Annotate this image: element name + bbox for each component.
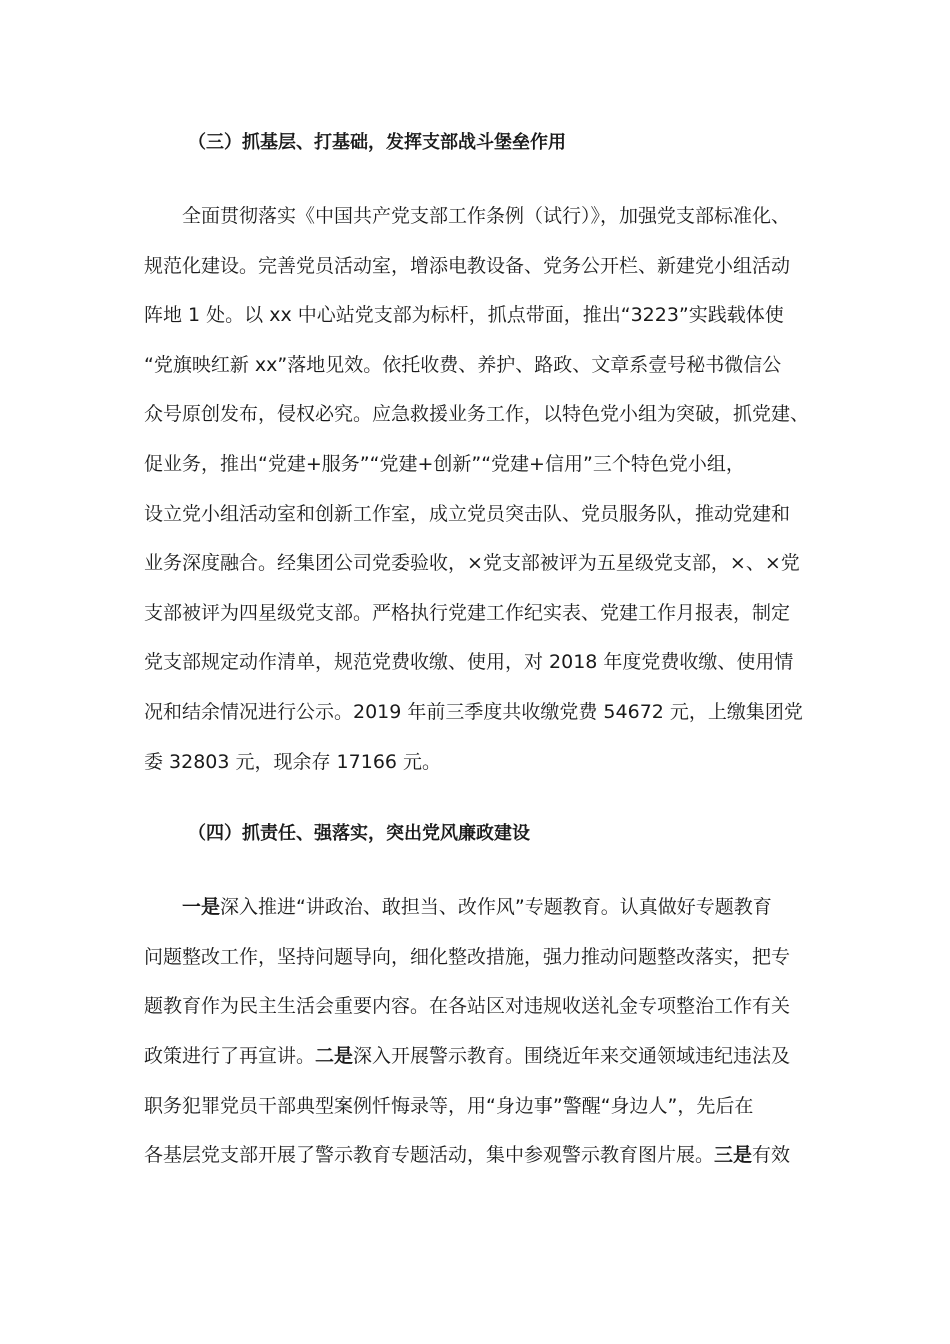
bold-marker: 三是 bbox=[714, 1144, 753, 1167]
section-3-heading: （三）抓基层、打基础，发挥支部战斗堡垒作用 bbox=[188, 132, 566, 153]
paragraph-line: 促业务，推出“党建+服务”“党建+创新”“党建+信用”三个特色党小组， bbox=[144, 452, 745, 475]
text-run: 深入推进“讲政治、敢担当、改作风”专题教育。认真做好专题教育 bbox=[220, 896, 772, 919]
paragraph-line bbox=[144, 1032, 824, 1082]
text-run: 各基层党支部开展了警示教育专题活动，集中参观警示教育图片展。 bbox=[144, 1144, 715, 1167]
section-3-paragraph bbox=[144, 192, 824, 787]
paragraph-line: 众号原创发布，侵权必究。应急救援业务工作，以特色党小组为突破，抓党建、 bbox=[144, 403, 810, 426]
text-run: 政策进行了再宣讲。 bbox=[144, 1044, 316, 1067]
paragraph-line: 问题整改工作，坚持问题导向，细化整改措施，强力推动问题整改落实，把专 bbox=[144, 945, 791, 968]
paragraph-line: 阵地 1 处。以 xx 中心站党支部为标杆，抓点带面，推出“3223”实践载体使 bbox=[144, 304, 784, 327]
section-4-heading: （四）抓责任、强落实，突出党风廉政建设 bbox=[188, 823, 530, 845]
paragraph-line bbox=[144, 1131, 824, 1181]
paragraph-line: 况和结余情况进行公示。2019 年前三季度共收缴党费 54672 元，上缴集团党 bbox=[144, 700, 803, 723]
section-4-paragraph bbox=[144, 883, 824, 1181]
paragraph-line: 委 32803 元，现余存 17166 元。 bbox=[144, 750, 442, 773]
paragraph-line: 全面贯彻落实《中国共产党支部工作条例（试行）》，加强党支部标准化、 bbox=[182, 205, 791, 227]
paragraph-line: 规范化建设。完善党员活动室，增添电教设备、党务公开栏、新建党小组活动 bbox=[144, 254, 791, 277]
paragraph-line: 职务犯罪党员干部典型案例忏悔录等，用“身边事”警醒“身边人”，先后在 bbox=[144, 1094, 754, 1117]
paragraph-line: “党旗映红新 xx”落地见效。依托收费、养护、路政、文章系壹号秘书微信公 bbox=[144, 353, 782, 376]
paragraph-line: 题教育作为民主生活会重要内容。在各站区对违规收送礼金专项整治工作有关 bbox=[144, 995, 791, 1018]
paragraph-line bbox=[144, 883, 824, 933]
text-run: 有效 bbox=[752, 1144, 791, 1167]
paragraph-line: 设立党小组活动室和创新工作室，成立党员突击队、党员服务队，推动党建和 bbox=[144, 502, 791, 525]
bold-marker: 一是 bbox=[182, 896, 221, 919]
document-page bbox=[144, 130, 824, 1181]
paragraph-line: 业务深度融合。经集团公司党委验收，×党支部被评为五星级党支部，×、×党 bbox=[144, 552, 800, 575]
paragraph-line: 党支部规定动作清单，规范党费收缴、使用，对 2018 年度党费收缴、使用情 bbox=[144, 651, 794, 674]
paragraph-line: 支部被评为四星级党支部。严格执行党建工作纪实表、党建工作月报表，制定 bbox=[144, 601, 791, 624]
text-run: 深入开展警示教育。围绕近年来交通领域违纪违法及 bbox=[353, 1044, 791, 1067]
bold-marker: 二是 bbox=[315, 1044, 354, 1067]
